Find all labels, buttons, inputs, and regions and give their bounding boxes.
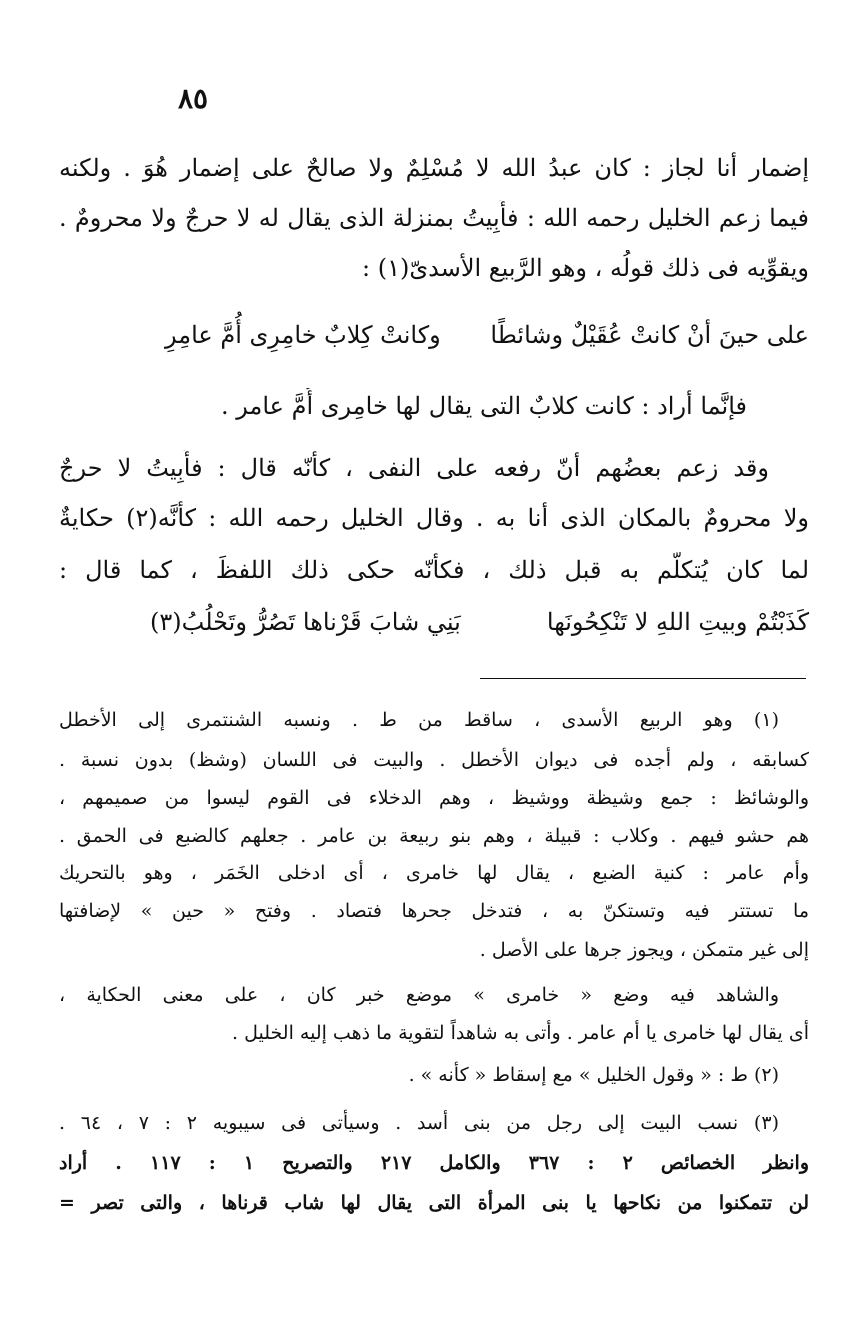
footnote-1-line-7: إلى غير متمكن ، ويجوز جرها على الأصل . [479, 939, 809, 961]
footnote-1-line-2: كسابقه ، ولم أجده فى ديوان الأخطل . والبيت فى اللسان (وشظ) بدون نسبة . [59, 749, 809, 771]
para2-line-3: لما كان يُتكلَّم به قبل ذلك ، فكأنّه حكى ذلك اللفظَ ، كما قال : [59, 556, 809, 584]
footnote-3-line-2: وانظر الخصائص ٢ : ٣٦٧ والكامل ٢١٧ والتصريح ١ : ١١٧ . أراد [59, 1152, 809, 1174]
body-line-3: ويقوِّيه فى ذلك قولُه ، وهو الرَّبيع الأسدىّ(١) : [362, 254, 809, 282]
body-line-2: فيما زعم الخليل رحمه الله : فأَبِيتُ بمنزلة الذى يقال له لا حرجٌ ولا محرومٌ . [59, 204, 809, 232]
footnote-1-cont-line-2: أى يقال لها خامرى يا أم عامر . وأتى به شاهداً لتقوية ما ذهب إليه الخليل . [232, 1022, 809, 1044]
after-verse-1-line: فإنَّما أراد : كانت كلابٌ التى يقال لها خامِرى أُمَّ عامر . [221, 392, 747, 420]
verse-1-right-hemistich: على حينَ أنْ كانتْ عُقَيْلٌ وشائطًا [490, 321, 809, 349]
footnote-1-line-5: وأم عامر : كنية الضبع ، يقال لها خامرى ، أى ادخلى الخَمَر ، وهو بالتحريك [59, 862, 809, 884]
footnote-2: (٢) ط : « وقول الخليل » مع إسقاط « كأنه » . [408, 1064, 779, 1086]
verse-2-right-hemistich: كَذَبْتُمْ وبيتِ اللهِ لا تَنْكِحُونَها [546, 608, 809, 636]
body-line-1: إضمار أنا لجاز : كان عبدُ الله لا مُسْلِمٌ ولا صالحٌ على إضمار هُوَ . ولكنه [59, 154, 809, 182]
footnote-1-line-3: والوشائظ : جمع وشيظة ووشيظ ، وهم الدخلاء فى القوم ليسوا من صميمهم ، [59, 787, 809, 809]
footnote-1-cont-line-1: والشاهد فيه وضع « خامرى » موضع خبر كان ، على معنى الحكاية ، [59, 984, 779, 1006]
page-number: ٨٥ [178, 82, 209, 115]
verse-2-left-hemistich: بَنِي شابَ قَرْناها تَصُرُّ وتَحْلُبُ(٣) [150, 608, 461, 636]
para2-line-1: وقد زعم بعضُهم أنّ رفعه على النفى ، كأنّه قال : فأَبِيتُ لا حرجٌ [59, 454, 769, 482]
footnote-3-line-1: (٣) نسب البيت إلى رجل من بنى أسد . وسيأتى فى سيبويه ٢ : ٧ ، ٦٤ . [59, 1112, 779, 1134]
verse-1-left-hemistich: وكانتْ كِلابٌ خامِرِى أُمَّ عامِرِ [165, 321, 441, 349]
footnote-divider [480, 678, 806, 679]
para2-line-2: ولا محرومٌ بالمكان الذى أنا به . وقال الخليل رحمه الله : كأنَّه(٢) حكايةٌ [59, 504, 809, 532]
footnote-1-line-4: هم حشو فيهم . وكلاب : قبيلة ، وهم بنو ربيعة بن عامر . جعلهم كالضبع فى الحمق . [59, 825, 809, 847]
footnote-1-line-6: ما تستتر فيه وتستكنّ به ، فتدخل جحرها فتصاد . وفتح « حين » لإضافتها [59, 900, 809, 922]
footnote-3-line-3: لن تتمكنوا من نكاحها يا بنى المرأة التى يقال لها شاب قرناها ، والتى تصر = [59, 1192, 809, 1214]
footnote-1-line-1: (١) وهو الربيع الأسدى ، ساقط من ط . ونسبه الشنتمرى إلى الأخطل [59, 709, 779, 731]
